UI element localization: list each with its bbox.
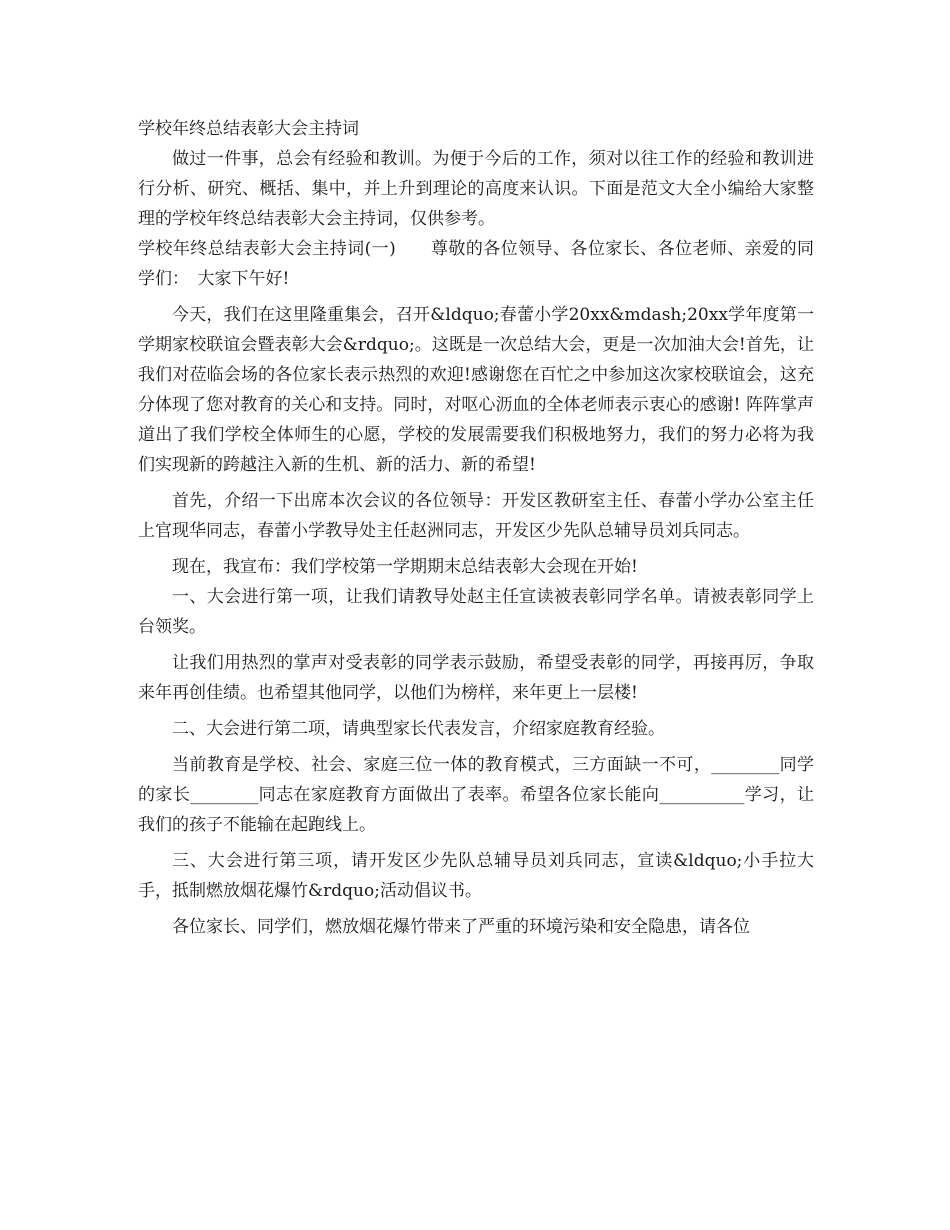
paragraph-intro: 做过一件事，总会有经验和教训。为便于今后的工作，须对以往工作的经验和教训进行分析、研究、概括、集中，并上升到理论的高度来认识。下面是范文大全小编给大家整理的学校年终总结表彰大会主持词，仅供参考。 [138, 149, 814, 229]
document-title: 学校年终总结表彰大会主持词 [138, 119, 359, 139]
paragraph-item-one: 一、大会进行第一项，让我们请教导处赵主任宣读被表彰同学名单。请被表彰同学上台领奖。 [138, 587, 814, 637]
paragraph-parent-model: 当前教育是学校、社会、家庭三位一体的教育模式，三方面缺一不可，________同学的家长________同志在家庭教育方面做出了表率。希望各位家长能向__________学习，让我们的孩子不能输在起跑线上。 [138, 755, 814, 835]
paragraph-encourage: 让我们用热烈的掌声对受表彰的同学表示鼓励，希望受表彰的同学，再接再厉，争取来年再创佳绩。也希望其他同学，以他们为榜样，来年更上一层楼! [138, 653, 814, 703]
paragraph-leaders: 首先，介绍一下出席本次会议的各位领导：开发区教研室主任、春蕾小学办公室主任上官现华同志，春蕾小学教导处主任赵洲同志，开发区少先队总辅导员刘兵同志。 [138, 491, 814, 541]
document-page [138, 114, 814, 942]
paragraph-item-two: 二、大会进行第二项，请典型家长代表发言，介绍家庭教育经验。 [172, 719, 665, 739]
paragraph-announce: 现在，我宣布：我们学校第一学期期末总结表彰大会现在开始! [172, 557, 638, 577]
paragraph-item-three: 三、大会进行第三项，请开发区少先队总辅导员刘兵同志，宣读&ldquo;小手拉大手，抵制燃放烟花爆竹&rdquo;活动倡议书。 [138, 851, 814, 901]
paragraph-greeting: 学校年终总结表彰大会主持词(一) 尊敬的各位领导、各位家长、各位老师、亲爱的同学们： 大家下午好! [138, 239, 814, 289]
paragraph-opening: 今天，我们在这里隆重集会，召开&ldquo;春蕾小学20xx&mdash;20xx学年度第一学期家校联谊会暨表彰大会&rdquo;。这既是一次总结大会，更是一次加油大会!首先，让我们对莅临会场的各位家长表示热烈的欢迎!感谢您在百忙之中参加这次家校联谊会，这充分体现了您对教育的关心和支持。同时，对呕心沥血的全体老师表示衷心的感谢! 阵阵掌声道出了我们学校全体师生的心愿，学校的发展需要我们积极地努力，我们的努力必将为我们实现新的跨越注入新的生机、新的活力、新的希望! [138, 305, 814, 475]
paragraph-fireworks: 各位家长、同学们，燃放烟花爆竹带来了严重的环境污染和安全隐患，请各位 [172, 917, 750, 937]
